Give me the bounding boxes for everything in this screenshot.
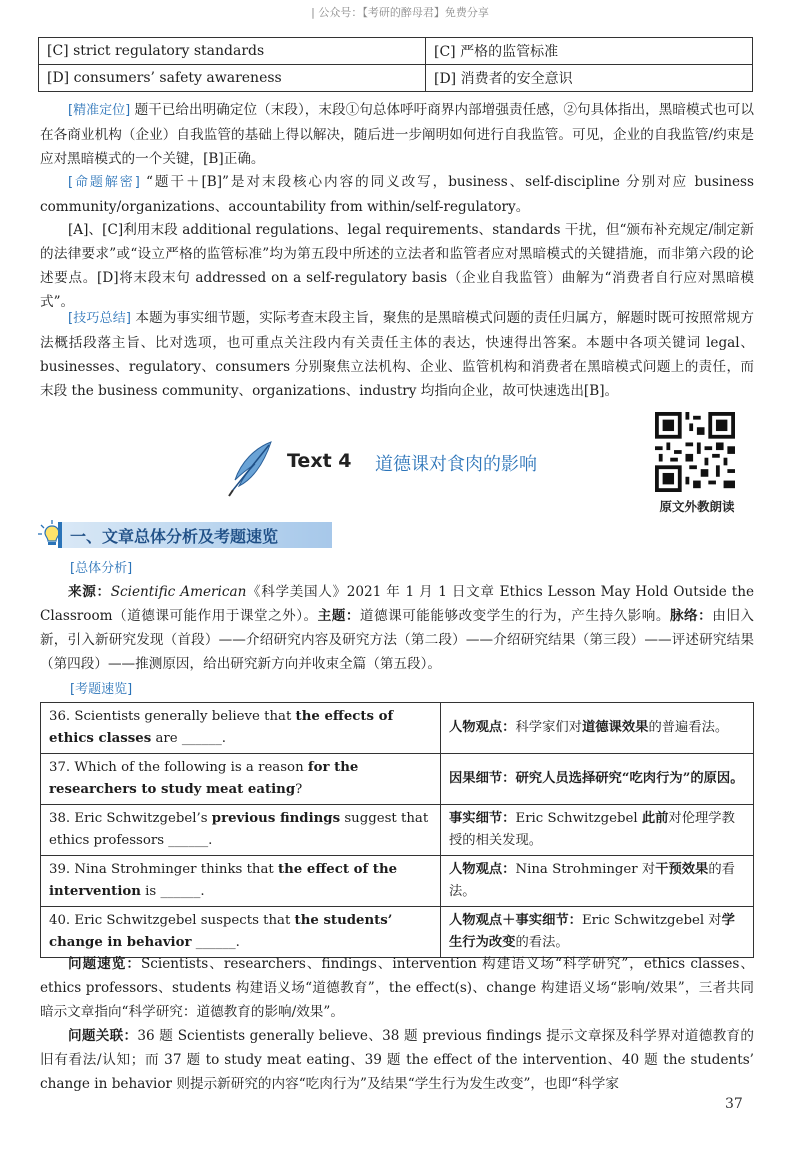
option-d-english: [D] consumers’ safety awareness <box>39 65 426 92</box>
question-overview-text: Scientists、researchers、findings、intervention 构建语义场“科学研究”，ethics classes、ethics professors、students 构建语义场“道德教育”，the effect(s)、change 构建语义场“影响/效果”，三者共同暗示文章指向“科学研究：道德教育的影响/效果”。 <box>40 956 755 1020</box>
question-decode-text: “题干＋[B]”是对末段核心内容的同义改写，business、self-discipline 分别对应 business community/organizations、accountability from within/self-regulatory。 <box>40 174 754 215</box>
question-decode-paragraph <box>40 170 754 219</box>
theme-text: 道德课可能能够改变学生的行为，产生持久影响。 <box>359 608 670 624</box>
precise-location-paragraph <box>40 98 754 171</box>
question-overview-paragraph <box>40 952 754 1024</box>
question-37-type: 因果细节：研究人员选择研究“吃肉行为”的原因。 <box>441 754 754 805</box>
question-row-40 <box>41 907 754 958</box>
technique-text: 本题为事实细节题，实际考查末段主旨，聚焦的是黑暗模式问题的责任归属方，解题时既可按照常规方法概括段落主旨、比对选项，也可重点关注段内有关责任主体的表达，快速得出答案。本题中各项关键词 legal、businesses、regulatory、consumers 分别聚焦立法机构、企业、监管机构和消费者在黑暗模式问题上的责任，而末段 the business community、organizations、industry 均指向企业，故可快速选出[B]。 <box>40 310 754 399</box>
question-37: 37. Which of the following is a reason for the researchers to study meat eating? <box>41 754 441 805</box>
question-row-37 <box>41 754 754 805</box>
vein-text: 由旧入新，引入新研究发现（首段）——介绍研究内容及研究方法（第二段）——介绍研究结果（第三段）——评述研究结果（第四段）——推测原因，给出研究新方向并收束全篇（第五段）。 <box>40 608 755 672</box>
section-title: 一、文章总体分析及考题速览 <box>70 527 279 546</box>
option-d-chinese: [D] 消费者的安全意识 <box>426 65 753 92</box>
overview-label: [总体分析] <box>70 561 133 576</box>
quick-view-label: [考题速览] <box>70 682 133 697</box>
question-decode-label: [命题解密] <box>68 175 140 190</box>
question-relation-paragraph <box>40 1024 754 1096</box>
theme-label: 主题： <box>317 608 360 624</box>
options-table <box>38 37 753 92</box>
section-banner <box>38 519 328 549</box>
precise-location-text: 题干已给出明确定位（末段），末段①句总体呼吁商界内部增强责任感，②句具体指出，黑暗模式也可以在各商业机构（企业）自我监管的基础上得以解决，随后进一步阐明如何进行自我监管。可见，企业的自我监管/约束是应对黑暗模式的一个关键，[B]正确。 <box>40 102 754 167</box>
qr-caption: 原文外教朗读 <box>659 499 735 514</box>
source-text: 《科学美国人》2021 年 1 月 1 日文章 Ethics Lesson May Hold Outside the Classroom（道德课可能作用于课堂之外）。 <box>40 584 754 624</box>
technique-label: [技巧总结] <box>68 311 131 326</box>
question-overview-label: 问题速览： <box>68 956 141 972</box>
option-row-d <box>39 65 753 92</box>
option-c-chinese: [C] 严格的监管标准 <box>426 38 753 65</box>
precise-location-label: [精准定位] <box>68 103 131 118</box>
question-38-type: 事实细节：Eric Schwitzgebel 此前对伦理学教授的相关发现。 <box>441 805 754 856</box>
question-row-39 <box>41 856 754 907</box>
question-40-type: 人物观点＋事实细节：Eric Schwitzgebel 对学生行为改变的看法。 <box>441 907 754 958</box>
option-row-c <box>39 38 753 65</box>
technique-paragraph <box>40 306 754 403</box>
question-relation-label: 问题关联： <box>68 1028 138 1044</box>
vein-label: 脉络： <box>669 608 713 624</box>
option-c-english: [C] strict regulatory standards <box>39 38 426 65</box>
source-publication: Scientific American <box>110 584 247 600</box>
text4-heading <box>225 440 585 500</box>
feather-pen-icon <box>225 440 275 498</box>
question-row-36 <box>41 703 754 754</box>
questions-table <box>40 702 754 958</box>
source-label: 来源： <box>68 584 111 600</box>
qr-code-icon[interactable] <box>655 412 735 492</box>
question-39-type: 人物观点：Nina Strohminger 对干预效果的看法。 <box>441 856 754 907</box>
page-number: 37 <box>725 1096 743 1112</box>
page-header: | 公众号：【考研的醉母君】免费分享 <box>311 6 489 19</box>
question-40: 40. Eric Schwitzgebel suspects that the students’ change in behavior ______. <box>41 907 441 958</box>
question-39: 39. Nina Strohminger thinks that the effect of the intervention is ______. <box>41 856 441 907</box>
text4-title: 道德课对食肉的影响 <box>375 454 537 475</box>
question-relation-text: 36 题 Scientists generally believe、38 题 previous findings 提示文章探及科学界对道德教育的旧有看法/认知；而 37 题 to study meat eating、39 题 the effect of the intervention、40 题 the students’ change in behavior 则提示新研究的内容“吃肉行为”及结果“学生行为发生改变”，也即“科学家 <box>40 1028 755 1092</box>
question-row-38 <box>41 805 754 856</box>
overview-paragraph <box>40 580 754 676</box>
question-38: 38. Eric Schwitzgebel’s previous findings suggest that ethics professors ______. <box>41 805 441 856</box>
distractor-paragraph: [A]、[C]利用末段 additional regulations、legal requirements、standards 干扰，但“颁布补充规定/制定新的法律要求”或“设立严格的监管标准”均为第五段中所述的立法者和监管者应对黑暗模式的关键措施，而非第六段的论述要点。[D]将末段末句 addressed on a self-regulatory basis（企业自我监管）曲解为“消费者自行应对黑暗模式”。 <box>40 222 754 310</box>
question-36: 36. Scientists generally believe that the effects of ethics classes are ______. <box>41 703 441 754</box>
question-36-type: 人物观点：科学家们对道德课效果的普遍看法。 <box>441 703 754 754</box>
text4-label: Text 4 <box>287 450 352 472</box>
